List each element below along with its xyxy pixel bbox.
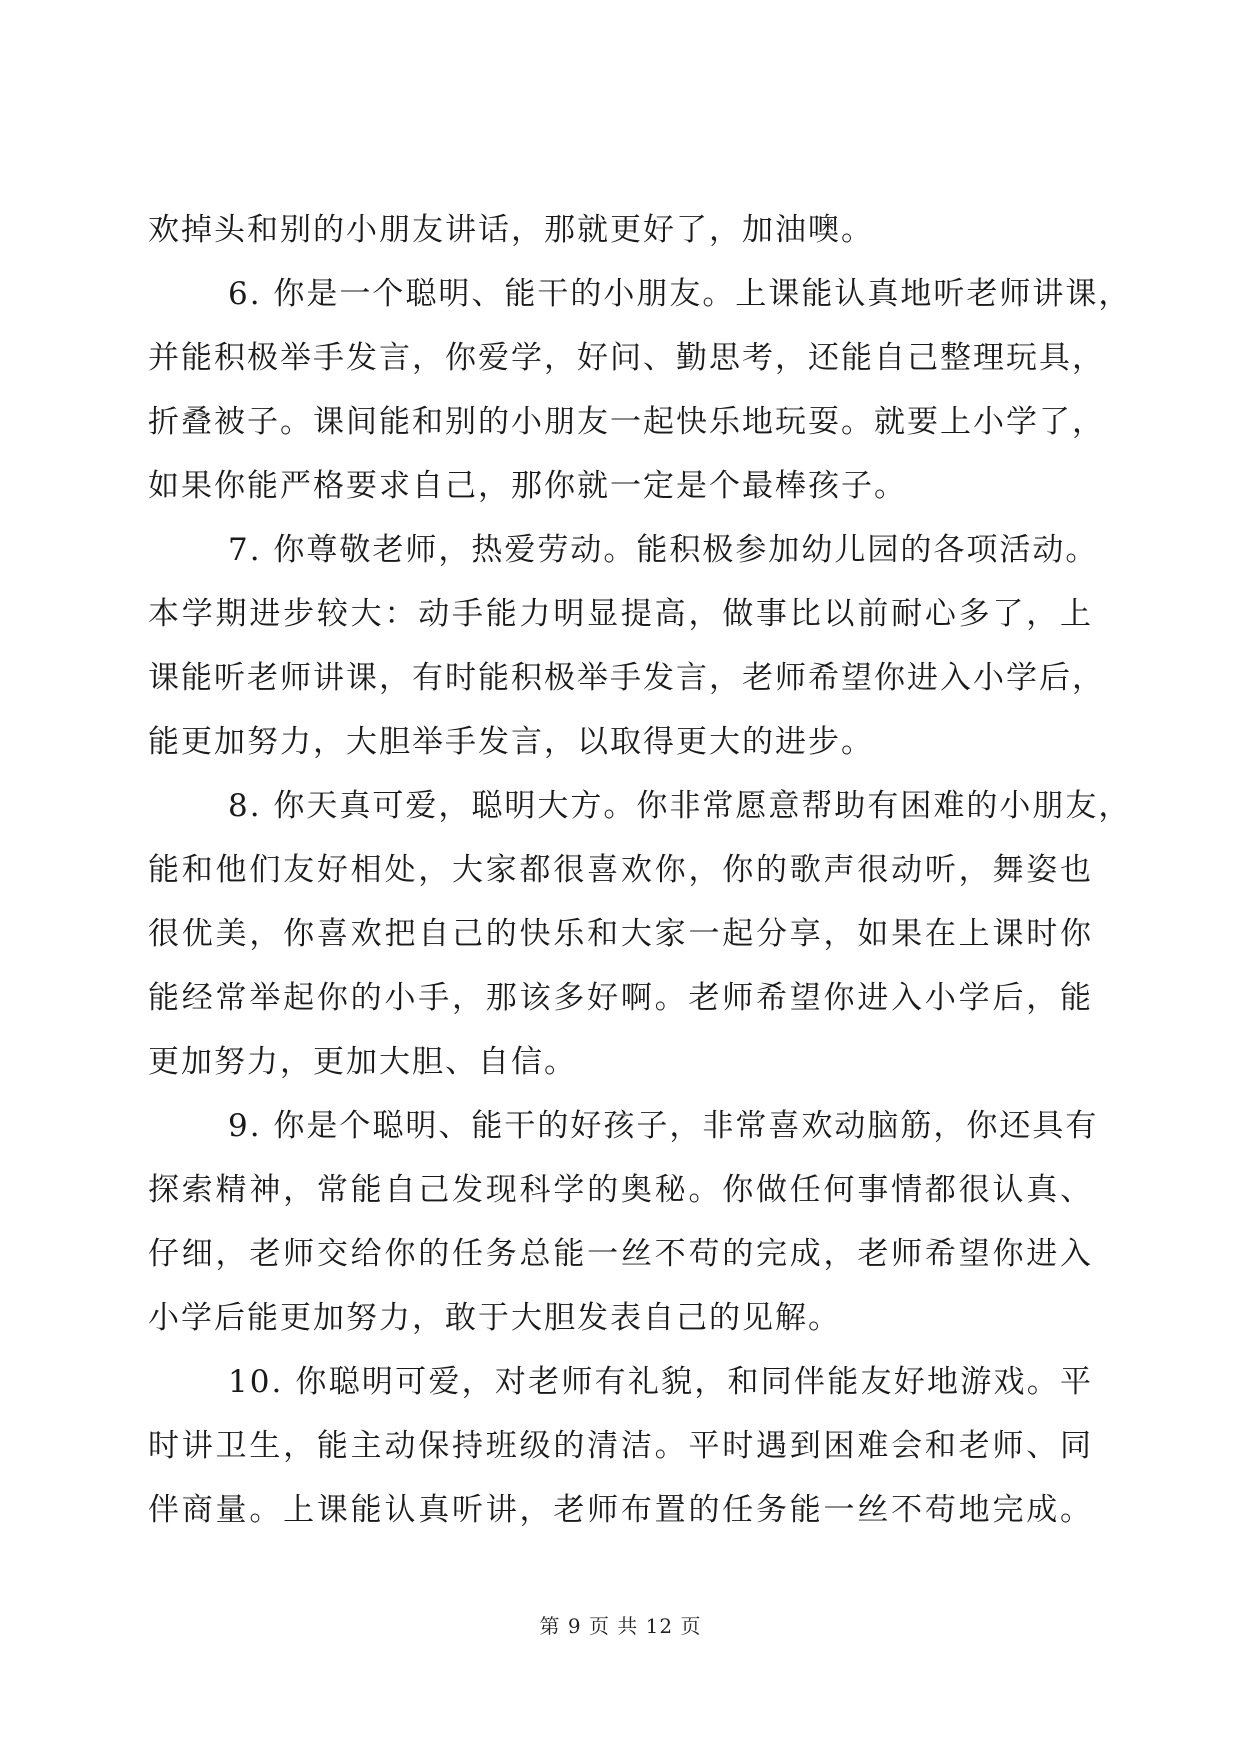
page-number-footer: 第 9 页 共 12 页: [539, 1614, 702, 1638]
text-line: 10. 你聪明可爱，对老师有礼貌，和同伴能友好地游戏。平: [228, 1364, 1093, 1400]
text-line: 9. 你是个聪明、能干的好孩子，非常喜欢动脑筋，你还具有: [228, 1108, 1099, 1144]
text-line: 如果你能严格要求自己，那你就一定是个最棒孩子。: [148, 468, 907, 504]
text-line: 本学期进步较大：动手能力明显提高，做事比以前耐心多了，上: [148, 596, 1093, 632]
text-line: 7. 你尊敬老师，热爱劳动。能积极参加幼儿园的各项活动。: [228, 532, 1099, 568]
text-line: 课能听老师讲课，有时能积极举手发言，老师希望你进入小学后，: [148, 660, 1105, 696]
text-line: 能更加努力，大胆举手发言，以取得更大的进步。: [148, 724, 874, 760]
text-line: 仔细，老师交给你的任务总能一丝不苟的完成，老师希望你进入: [148, 1236, 1093, 1272]
document-body: [148, 198, 1132, 1542]
text-line: 能经常举起你的小手，那该多好啊。老师希望你进入小学后，能: [148, 980, 1093, 1016]
text-line: 欢掉头和别的小朋友讲话，那就更好了，加油噢。: [148, 212, 874, 248]
text-line: 更加努力，更加大胆、自信。: [148, 1044, 577, 1080]
text-line: 小学后能更加努力，敢于大胆发表自己的见解。: [148, 1300, 841, 1336]
text-line: 探索精神，常能自己发现科学的奥秘。你做任何事情都很认真、: [148, 1172, 1093, 1208]
text-line: 能和他们友好相处，大家都很喜欢你，你的歌声很动听，舞姿也: [148, 852, 1093, 888]
text-line: 时讲卫生，能主动保持班级的清洁。平时遇到困难会和老师、同: [148, 1428, 1093, 1464]
text-line: 8. 你天真可爱，聪明大方。你非常愿意帮助有困难的小朋友，: [228, 788, 1132, 824]
text-line: 6. 你是一个聪明、能干的小朋友。上课能认真地听老师讲课，: [228, 276, 1132, 312]
text-line: 并能积极举手发言，你爱学，好问、勤思考，还能自己整理玩具，: [148, 340, 1105, 376]
text-line: 很优美，你喜欢把自己的快乐和大家一起分享，如果在上课时你: [148, 916, 1093, 952]
text-line: 折叠被子。课间能和别的小朋友一起快乐地玩耍。就要上小学了，: [148, 404, 1105, 440]
text-line: 伴商量。上课能认真听讲，老师布置的任务能一丝不苟地完成。: [148, 1492, 1093, 1528]
